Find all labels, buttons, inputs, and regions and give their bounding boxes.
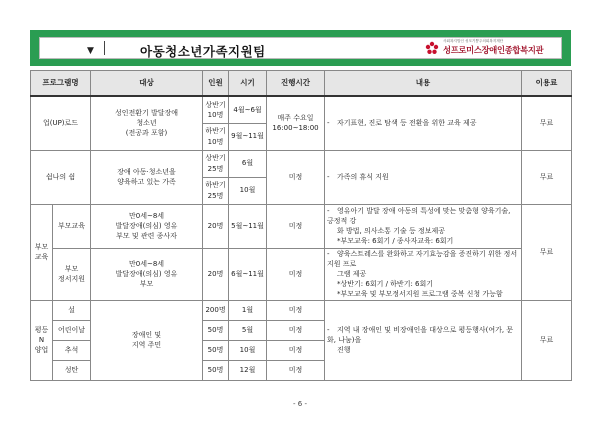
header-program-name: 프로그램명: [31, 71, 91, 97]
header-time: 진행시간: [267, 71, 325, 97]
header-target: 대상: [91, 71, 203, 97]
organization-logo: [425, 39, 555, 57]
title-divider: [104, 41, 105, 55]
period-cell: 5월: [229, 320, 267, 340]
period-cell: 1월: [229, 300, 267, 320]
fee-cell: 무료: [522, 204, 572, 300]
table-row: [31, 150, 572, 177]
flower-logo-icon: [425, 41, 439, 55]
count-cell: [203, 123, 229, 150]
count-cell: [203, 96, 229, 123]
target-line: 지역 주민: [131, 341, 162, 349]
target-line: 성인전환기 발달장애: [114, 109, 179, 118]
name-line: 부모: [64, 264, 79, 273]
count-cell: [203, 150, 229, 177]
fee-cell: 무료: [522, 150, 572, 204]
content-line: - 양육스트레스를 완화하고 자기효능감을 증진하기 위한 정서지원 프로: [327, 249, 518, 268]
period-cell: 6월~11월: [229, 248, 267, 300]
content-text: 가족의 휴식 지원: [337, 172, 389, 181]
table-row: [31, 300, 572, 320]
content-text: 영유아기 발달 장애 아동의 특성에 맞는 맞춤형 양육기술, 긍정적 강: [327, 206, 511, 225]
team-title: 아동청소년가족지원팀: [140, 44, 266, 59]
count-cell: 50명: [203, 320, 229, 340]
header-fee: 이용료: [522, 71, 572, 97]
target-line: 청소년: [136, 119, 157, 128]
content-line: *상반기: 6회기 / 하반기: 6회기: [337, 280, 434, 289]
target-cell: [91, 300, 203, 380]
logo-foundation-text: 사회복지법인 성모기쁨주의회복지재단: [443, 39, 504, 43]
period-cell: 10월: [229, 340, 267, 360]
group-name-cell: 평등N 양업: [31, 300, 53, 380]
count-half: 하반기: [205, 127, 226, 136]
period-cell: 9월~11월: [229, 123, 267, 150]
content-text: 자기표현, 진로 탐색 등 전환을 위한 교육 제공: [337, 119, 477, 128]
header-content: 내용: [325, 71, 522, 97]
event-name-cell: 어린이날: [53, 320, 91, 340]
time-cell: 미정: [267, 340, 325, 360]
target-cell: [91, 204, 203, 248]
target-line: 장애 아동·청소년을: [117, 167, 176, 176]
content-line: 그램 제공: [337, 269, 367, 278]
program-name-cell: 업(UP)로드: [31, 96, 91, 150]
time-cell: [267, 96, 325, 150]
content-line: 화 방법, 의사소통 기술 등 정보제공: [337, 227, 446, 235]
header-period: 시기: [229, 71, 267, 97]
table-row: [31, 204, 572, 248]
content-text: 양육스트레스를 완화하고 자기효능감을 증진하기 위한 정서지원 프로: [327, 249, 518, 268]
count-half: 상반기: [205, 154, 226, 163]
group-name-cell: 부모 교육: [31, 204, 53, 300]
count-cell: 20명: [203, 248, 229, 300]
content-cell: [325, 204, 522, 248]
content-line: 진행: [337, 346, 351, 355]
fee-cell: 무료: [522, 96, 572, 150]
program-name-cell: [53, 248, 91, 300]
period-cell: 4월~6월: [229, 96, 267, 123]
count-half: 상반기: [205, 100, 226, 109]
count-cell: 50명: [203, 360, 229, 380]
name-line: 정서지원: [57, 275, 86, 283]
event-name-cell: 성탄: [53, 360, 91, 380]
table-header-row: [31, 71, 572, 97]
period-cell: 6월: [229, 150, 267, 177]
fee-cell: 무료: [522, 300, 572, 380]
count-value: 10명: [207, 110, 224, 119]
target-cell: [91, 150, 203, 204]
count-value: 25명: [207, 191, 224, 200]
time-cell: 미정: [267, 360, 325, 380]
content-cell: - 자기표현, 진로 탐색 등 전환을 위한 교육 제공: [325, 96, 522, 150]
period-cell: 12월: [229, 360, 267, 380]
target-line: 발달장애(의심) 영유: [115, 269, 178, 278]
logo-org-name: 성프로미스장애인종합복지관: [443, 45, 544, 55]
content-cell: - 가족의 휴식 지원: [325, 150, 522, 204]
event-name-cell: 설: [53, 300, 91, 320]
target-line: 양육하고 있는 가족: [117, 178, 176, 186]
program-table: [30, 70, 572, 381]
event-name-cell: 추석: [53, 340, 91, 360]
target-cell: [91, 96, 203, 150]
content-text: 지역 내 장애인 및 비장애인을 대상으로 평등행사(여가, 문화, 나눔)을: [327, 325, 514, 344]
target-line: 만0세~8세: [128, 259, 165, 268]
count-cell: 200명: [203, 300, 229, 320]
target-line: 발달장애(의심) 영유: [115, 221, 178, 230]
target-cell: [91, 248, 203, 300]
time-cell: 미정: [267, 248, 325, 300]
target-line: 부모 및 관련 종사자: [116, 232, 177, 241]
count-value: 10명: [207, 137, 224, 146]
section-banner: [30, 30, 571, 66]
count-cell: [203, 177, 229, 204]
time-cell: 미정: [267, 204, 325, 248]
time-line: 16:00~18:00: [272, 124, 319, 133]
content-line: *부모교육 및 부모정서지원 프로그램 중복 신청 가능함: [337, 290, 503, 299]
count-cell: 20명: [203, 204, 229, 248]
content-line: - 영유아기 발달 장애 아동의 특성에 맞는 맞춤형 양육기술, 긍정적 강: [327, 206, 511, 225]
content-line: *부모교육: 6회기 / 종사자교육: 6회기: [337, 237, 454, 246]
time-cell: 미정: [267, 150, 325, 204]
count-value: 25명: [207, 164, 224, 173]
count-cell: 50명: [203, 340, 229, 360]
triangle-down-icon: ▼: [87, 46, 94, 56]
program-name-cell: 부모교육: [53, 204, 91, 248]
count-half: 하반기: [205, 181, 226, 190]
time-cell: 미정: [267, 320, 325, 340]
target-line: (전공과 포함): [125, 129, 168, 138]
program-name-cell: 쉼나의 쉼: [31, 150, 91, 204]
table-row: [31, 96, 572, 123]
content-cell: [325, 248, 522, 300]
target-line: 부모: [139, 280, 154, 289]
time-cell: 미정: [267, 300, 325, 320]
content-line: - 지역 내 장애인 및 비장애인을 대상으로 평등행사(여가, 문화, 나눔)을: [327, 325, 514, 344]
time-line: 매주 수요일: [277, 114, 314, 123]
period-cell: 5월~11월: [229, 204, 267, 248]
target-line: 장애인 및: [131, 330, 162, 339]
page-number: - 6 -: [293, 400, 307, 408]
content-cell: [325, 300, 522, 380]
header-count: 인원: [203, 71, 229, 97]
period-cell: 10월: [229, 177, 267, 204]
target-line: 만0세~8세: [128, 211, 165, 220]
banner-title-box: [39, 37, 562, 59]
table-row: [31, 248, 572, 300]
